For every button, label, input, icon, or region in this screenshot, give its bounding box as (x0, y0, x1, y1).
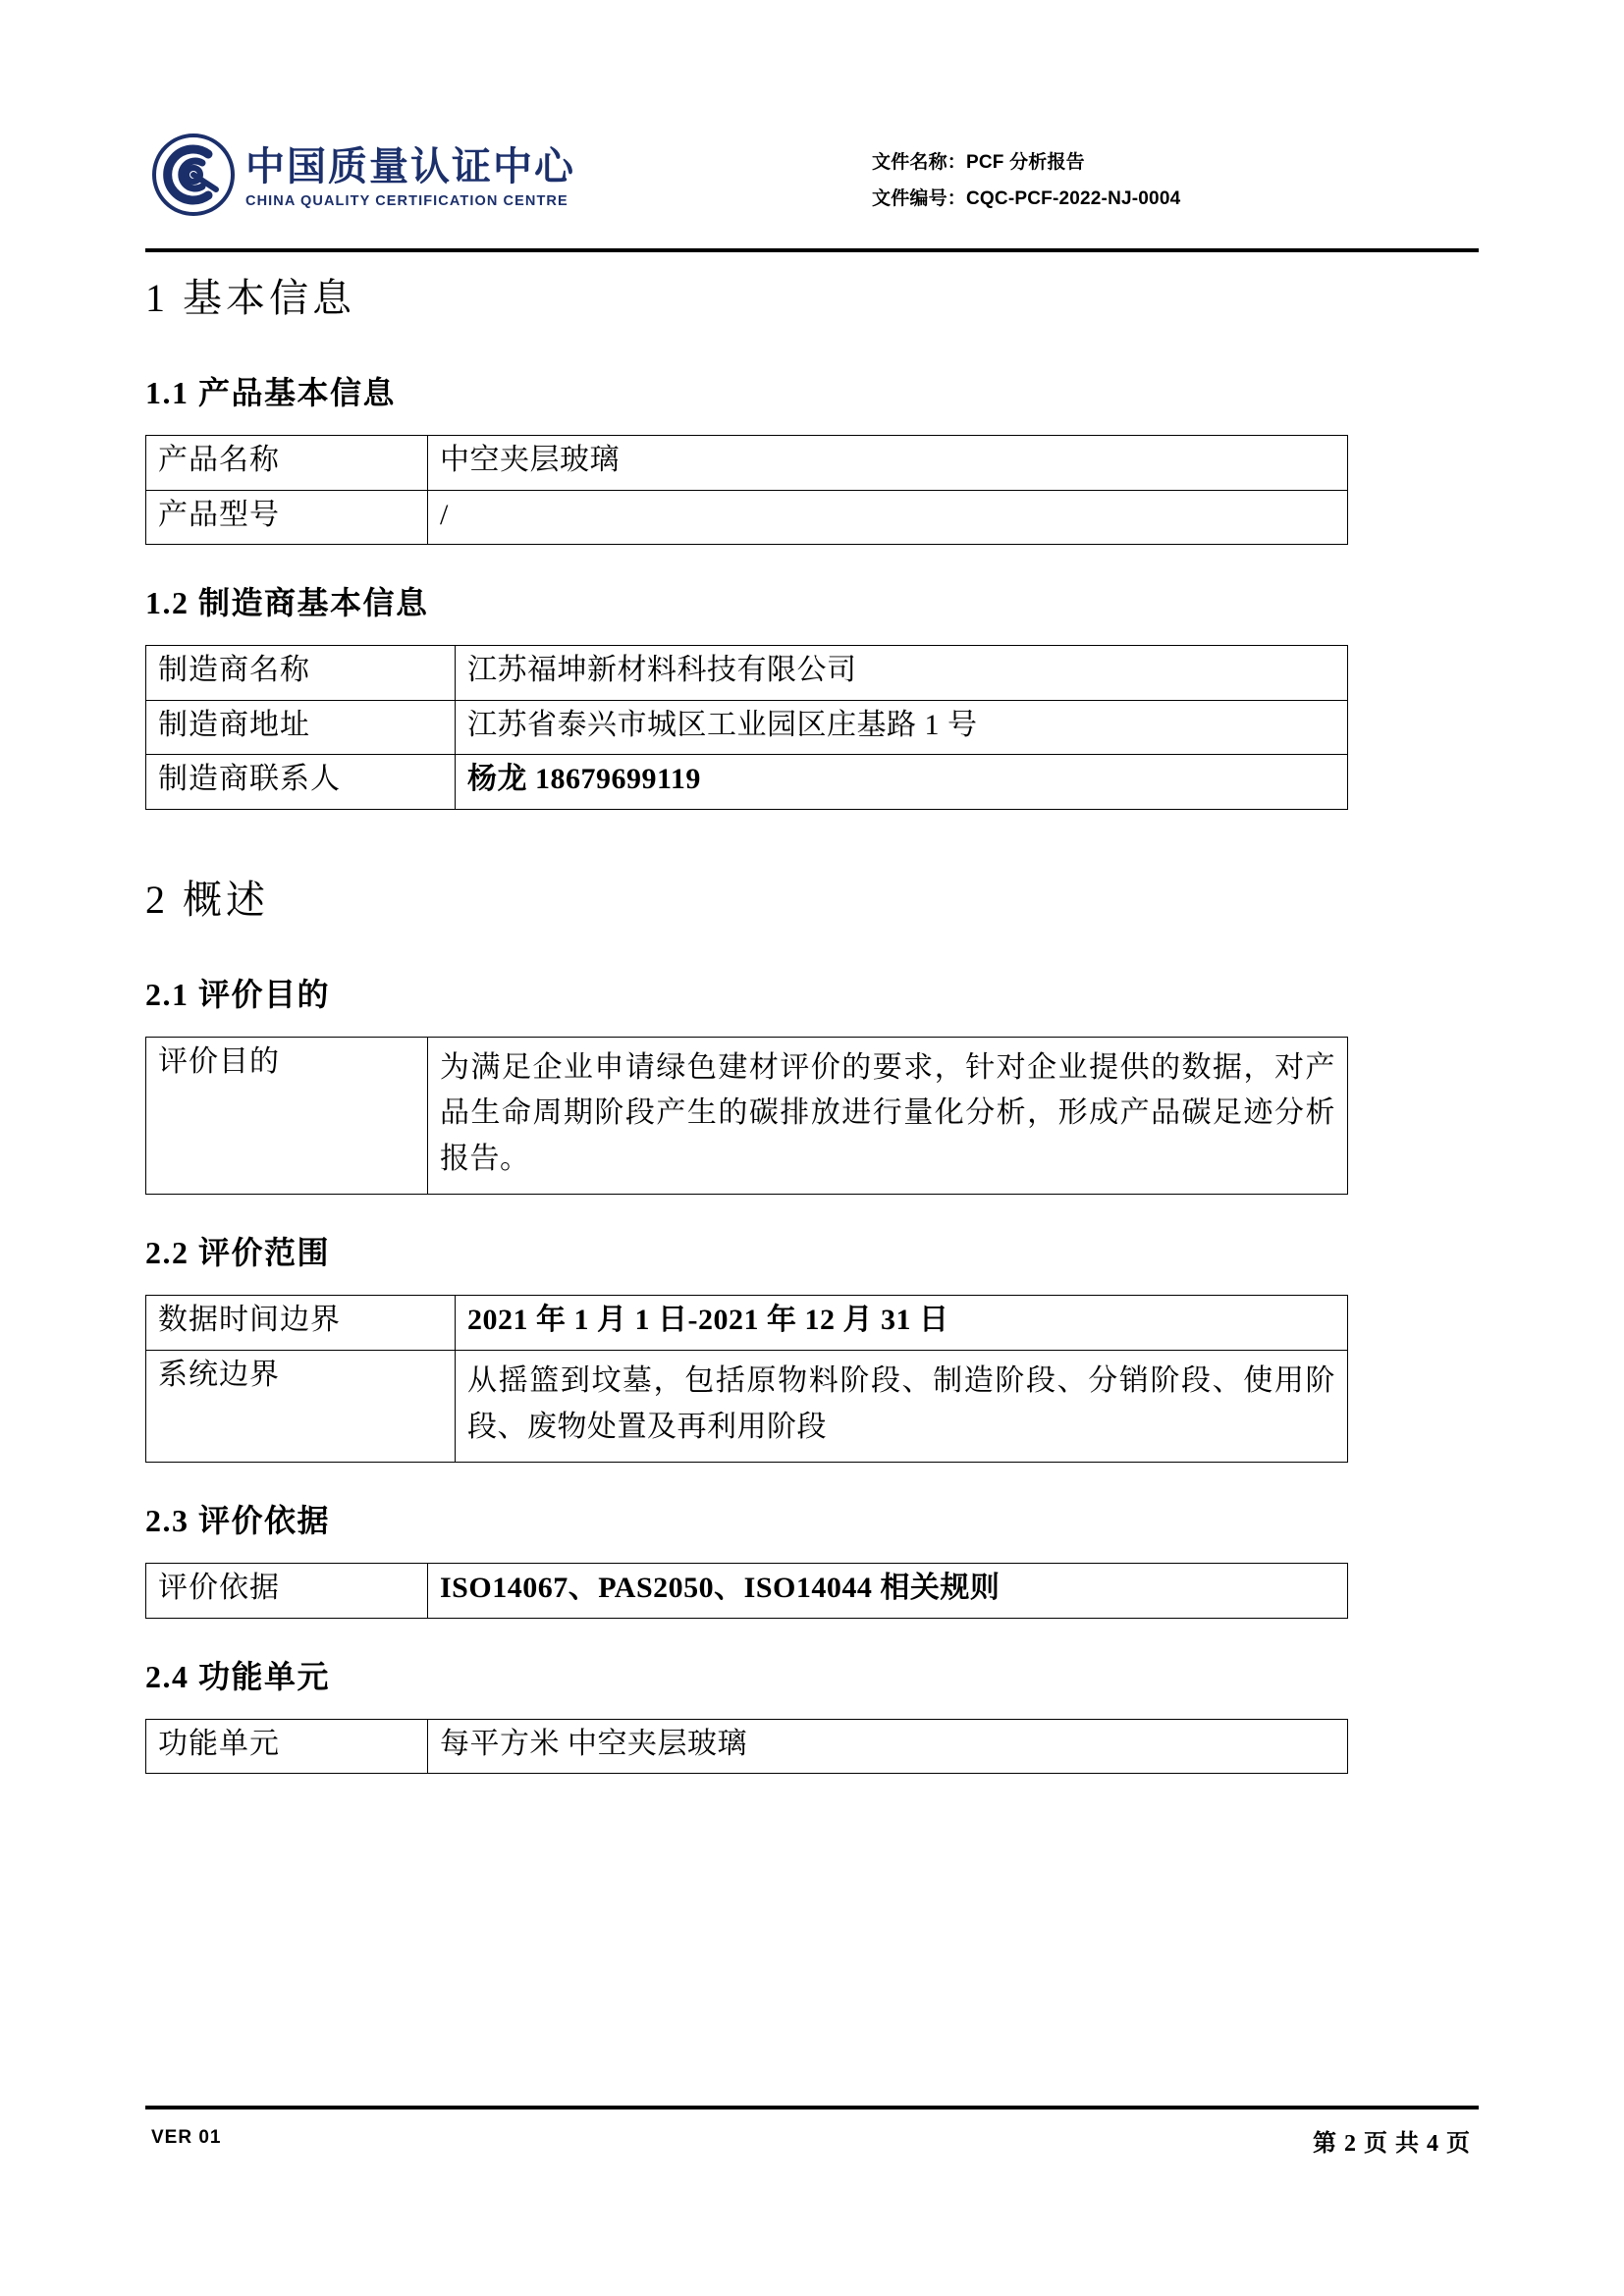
table-row (146, 436, 1348, 491)
purpose-value: 为满足企业申请绿色建材评价的要求，针对企业提供的数据，对产品生命周期阶段产生的碳排放进行量化分析，形成产品碳足迹分析报告。 (428, 1037, 1348, 1195)
table-row (146, 646, 1348, 701)
functional-unit-table (145, 1719, 1348, 1775)
manufacturer-info-table (145, 645, 1348, 810)
document-version: VER 01 (151, 2127, 222, 2148)
data-time-boundary-value: 2021 年 1 月 1 日-2021 年 12 月 31 日 (456, 1296, 1348, 1351)
basis-value: ISO14067、PAS2050、ISO14044 相关规则 (428, 1564, 1348, 1619)
table-row (146, 1037, 1348, 1195)
basis-label: 评价依据 (146, 1564, 428, 1619)
heading-1-2-manufacturer-info: 1.2 制造商基本信息 (145, 585, 429, 621)
page-content (145, 0, 1479, 2296)
cqc-logo-icon (151, 133, 236, 217)
manufacturer-name-label: 制造商名称 (146, 646, 456, 701)
page-header (145, 133, 1479, 260)
table-row (146, 1351, 1348, 1463)
document-body (145, 267, 1479, 1774)
product-model-label: 产品型号 (146, 490, 428, 545)
data-time-boundary-label: 数据时间边界 (146, 1296, 456, 1351)
document-meta (872, 144, 1180, 217)
table-row (146, 490, 1348, 545)
heading-2-overview: 2 概述 (145, 877, 269, 922)
table-row (146, 1719, 1348, 1774)
heading-2-2-scope: 2.2 评价范围 (145, 1235, 331, 1271)
heading-2-1-purpose: 2.1 评价目的 (145, 976, 331, 1012)
document-name: 文件名称：PCF 分析报告 (872, 152, 1085, 173)
heading-2-3-basis: 2.3 评价依据 (145, 1503, 331, 1539)
scope-table (145, 1295, 1348, 1463)
manufacturer-name-value: 江苏福坤新材料科技有限公司 (456, 646, 1348, 701)
functional-unit-label: 功能单元 (146, 1719, 428, 1774)
heading-2-4-functional-unit: 2.4 功能单元 (145, 1658, 331, 1694)
manufacturer-contact-label: 制造商联系人 (146, 755, 456, 810)
manufacturer-address-label: 制造商地址 (146, 700, 456, 755)
system-boundary-value: 从摇篮到坟墓，包括原物料阶段、制造阶段、分销阶段、使用阶段、废物处置及再利用阶段 (456, 1351, 1348, 1463)
product-model-value: / (428, 490, 1348, 545)
heading-1-basic-info: 1 基本信息 (145, 276, 355, 320)
product-name-label: 产品名称 (146, 436, 428, 491)
product-info-table (145, 435, 1348, 545)
functional-unit-value: 每平方米 中空夹层玻璃 (428, 1719, 1348, 1774)
table-row (146, 1296, 1348, 1351)
heading-1-1-product-info: 1.1 产品基本信息 (145, 375, 397, 410)
logo-title-cn: 中国质量认证中心 (245, 144, 575, 188)
table-row (146, 1564, 1348, 1619)
manufacturer-address-value: 江苏省泰兴市城区工业园区庄基路 1 号 (456, 700, 1348, 755)
manufacturer-contact-value: 杨龙 18679699119 (456, 755, 1348, 810)
product-name-value: 中空夹层玻璃 (428, 436, 1348, 491)
system-boundary-label: 系统边界 (146, 1351, 456, 1463)
purpose-table (145, 1037, 1348, 1196)
cqc-logo (151, 133, 575, 217)
purpose-label: 评价目的 (146, 1037, 428, 1195)
page-number: 第 2 页 共 4 页 (1313, 2131, 1471, 2157)
table-row (146, 755, 1348, 810)
footer-divider (145, 2106, 1479, 2109)
cqc-logo-text (245, 141, 575, 209)
logo-title-en: CHINA QUALITY CERTIFICATION CENTRE (245, 192, 568, 209)
header-divider (145, 248, 1479, 252)
basis-table (145, 1563, 1348, 1619)
document-number: 文件编号：CQC-PCF-2022-NJ-0004 (872, 188, 1181, 210)
table-row (146, 700, 1348, 755)
